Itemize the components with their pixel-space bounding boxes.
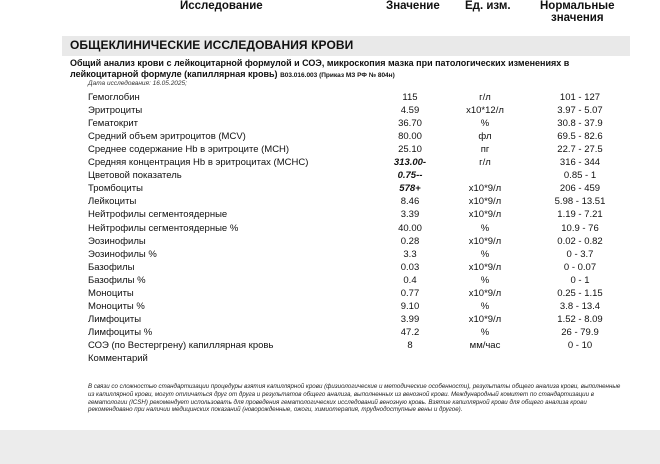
table-row	[0, 183, 660, 196]
cell-norm: 10.9 - 76	[561, 222, 599, 234]
cell-name: Тромбоциты	[88, 183, 143, 195]
table-row	[0, 353, 660, 366]
cell-norm: 1.19 - 7.21	[557, 209, 603, 221]
cell-value: 47.2	[400, 326, 420, 338]
cell-value: 8.46	[400, 196, 420, 208]
table-row	[0, 249, 660, 262]
cell-unit: %	[480, 326, 490, 338]
cell-name: СОЭ (по Вестергрену) капиллярная кровь	[88, 339, 274, 351]
table-row	[0, 275, 660, 288]
cell-norm: 1.52 - 8.09	[557, 313, 603, 325]
cell-unit: x10*9/л	[468, 183, 502, 195]
panel-title	[70, 58, 630, 81]
table-row	[0, 262, 660, 275]
cell-value: 9.10	[400, 300, 420, 312]
cell-name: Лимфоциты %	[88, 326, 153, 338]
cell-name: Базофилы %	[88, 274, 146, 286]
cell-unit: x10*9/л	[468, 261, 502, 273]
column-header-test: Исследование	[180, 0, 263, 12]
cell-value: 36.70	[398, 118, 422, 130]
cell-name: Нейтрофилы сегментоядерные %	[88, 222, 239, 234]
table-row	[0, 340, 660, 353]
table-row	[0, 288, 660, 301]
table-row	[0, 327, 660, 340]
cell-norm: 0 - 10	[567, 339, 593, 351]
cell-unit: x10*9/л	[468, 235, 502, 247]
panel-code: B03.016.003 (Приказ МЗ РФ № 804н)	[280, 72, 395, 79]
cell-value: 3.3	[403, 248, 417, 260]
cell-norm: 206 - 459	[559, 183, 601, 195]
cell-value: 4.59	[400, 105, 420, 117]
cell-value: 0.03	[400, 261, 420, 273]
cell-norm: 69.5 - 82.6	[557, 131, 603, 143]
cell-norm: 0.02 - 0.82	[557, 235, 603, 247]
cell-value: 578+	[399, 183, 421, 195]
cell-unit: г/л	[479, 92, 491, 103]
cell-value: 25.10	[398, 144, 422, 156]
cell-value: 0.4	[403, 274, 417, 286]
section-title: ОБЩЕКЛИНИЧЕСКИЕ ИССЛЕДОВАНИЯ КРОВИ	[70, 38, 354, 52]
table-row	[0, 236, 660, 249]
cell-name: Комментарий	[88, 353, 148, 364]
cell-name: Гемоглобин	[88, 92, 140, 103]
footnote: В связи со сложностью стандартизации процедуры взятия капиллярной крови (физиологические и методические особенности), результаты общего анализа крови, выполненные из капиллярной крови, могут отличаться друг от друга и результатов общего анализа, выполненных из венозной крови. Международный комитет по стандартизации в гематологии (ICSH) рекомендует использовать для проведения гематологических исследований венозную кровь. Взятие капиллярной крови для общего анализа крови рекомендовано при наличии медицинских показаний (новорожденные, ожоги, химиотерапия, труднодоступные вены и другое).	[88, 383, 621, 414]
cell-unit: %	[480, 274, 490, 286]
cell-name: Средний объем эритроцитов (MCV)	[88, 131, 246, 143]
cell-value: 80.00	[398, 131, 422, 143]
cell-value: 3.99	[400, 313, 420, 325]
cell-name: Эритроциты	[88, 105, 143, 117]
cell-value: 0.77	[400, 287, 420, 299]
cell-unit: x10*9/л	[468, 287, 502, 299]
cell-unit: мм/час	[469, 339, 501, 351]
cell-norm: 0 - 0.07	[563, 261, 597, 273]
table-row	[0, 223, 660, 236]
cell-unit: x10*9/л	[468, 209, 502, 221]
cell-norm: 26 - 79.9	[561, 326, 599, 338]
column-header-unit: Ед. изм.	[465, 0, 511, 12]
cell-norm: 316 - 344	[559, 157, 601, 169]
cell-value: 0.75--	[397, 170, 423, 182]
cell-unit: %	[480, 118, 490, 130]
cell-value: 40.00	[398, 222, 422, 234]
cell-name: Нейтрофилы сегментоядерные	[88, 209, 228, 221]
bottom-shade	[0, 430, 660, 464]
cell-name: Лимфоциты	[88, 313, 142, 325]
cell-unit: x10*9/л	[468, 313, 502, 325]
table-row	[0, 314, 660, 327]
cell-unit: %	[480, 300, 490, 312]
cell-value: 8	[407, 339, 413, 351]
cell-norm: 0 - 1	[570, 274, 590, 286]
table-row	[0, 131, 660, 144]
table-row	[0, 170, 660, 183]
cell-norm: 22.7 - 27.5	[557, 144, 603, 156]
table-row	[0, 301, 660, 314]
cell-norm: 3.8 - 13.4	[559, 300, 601, 312]
cell-norm: 5.98 - 13.51	[554, 196, 606, 208]
column-header-norm-line2: значения	[551, 12, 604, 24]
cell-name: Эозинофилы	[88, 235, 146, 247]
cell-name: Эозинофилы %	[88, 248, 157, 260]
column-header-value: Значение	[386, 0, 440, 12]
cell-norm: 101 - 127	[559, 92, 601, 103]
cell-unit: фл	[478, 131, 492, 143]
table-row	[0, 196, 660, 209]
study-date: Дата исследования: 16.05.2025;	[88, 80, 187, 87]
cell-value: 0.28	[400, 235, 420, 247]
cell-norm: 3.97 - 5.07	[557, 105, 603, 117]
cell-value: 313.00-	[393, 157, 427, 169]
cell-unit: г/л	[479, 157, 491, 169]
cell-norm: 30.8 - 37.9	[557, 118, 603, 130]
cell-unit: x10*9/л	[468, 196, 502, 208]
table-row	[0, 144, 660, 157]
cell-name: Моноциты %	[88, 300, 145, 312]
column-header-norm-line1: Нормальные	[540, 0, 615, 12]
cell-name: Среднее содержание Hb в эритроците (MCH)	[88, 144, 290, 156]
cell-unit: %	[480, 248, 490, 260]
table-row	[0, 157, 660, 170]
table-row	[0, 105, 660, 118]
cell-norm: 0.85 - 1	[563, 170, 597, 182]
cell-norm: 0.25 - 1.15	[557, 287, 603, 299]
table-row	[0, 92, 660, 105]
cell-name: Лейкоциты	[88, 196, 137, 208]
cell-name: Базофилы	[88, 261, 135, 273]
cell-value: 115	[402, 92, 418, 103]
table-row	[0, 209, 660, 222]
cell-name: Цветовой показатель	[88, 170, 182, 182]
cell-name: Гематокрит	[88, 118, 139, 130]
panel-title-text: Общий анализ крови с лейкоцитарной формулой и СОЭ, микроскопия мазка при патологических изменениях в лейкоцитарной формуле (капиллярная кровь)	[70, 58, 570, 79]
cell-unit: x10*12/л	[466, 105, 504, 117]
cell-name: Моноциты	[88, 287, 134, 299]
cell-value: 3.39	[400, 209, 420, 221]
cell-unit: пг	[480, 144, 490, 156]
cell-norm: 0 - 3.7	[566, 248, 594, 260]
cell-name: Средняя концентрация Hb в эритроцитах (MCHC)	[88, 157, 309, 169]
table-row	[0, 118, 660, 131]
cell-unit: %	[480, 222, 490, 234]
